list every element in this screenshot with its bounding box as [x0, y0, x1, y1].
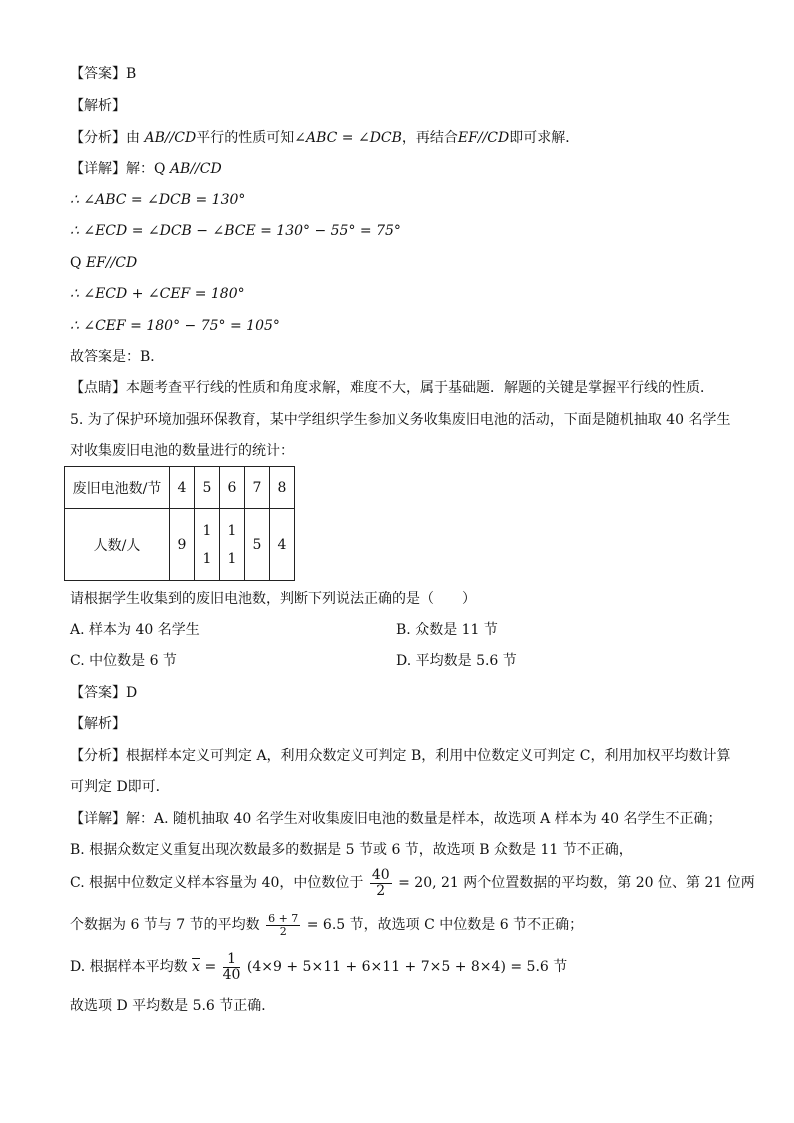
- option-a: A. 样本为 40 名学生: [70, 622, 200, 638]
- option-b: B. 众数是 11 节: [396, 622, 498, 638]
- comment-text: 本题考查平行线的性质和角度求解，难度不大，属于基础题．解题的关键是掌握平行线的性质．: [126, 380, 714, 396]
- table-row: [65, 509, 295, 581]
- detail-line: 故选项 D 平均数是 5.6 节正确．: [70, 998, 276, 1014]
- analysis-line: [70, 128, 579, 148]
- fraction: $\frac{40}{2}$: [371, 866, 390, 899]
- analysis-text: 由: [126, 130, 140, 146]
- table-cell: 5: [195, 467, 220, 509]
- math-step: ∴ ∠ECD = ∠DCB − ∠BCE = 130° − 55° = 75°: [70, 223, 401, 239]
- analysis-text: 即可求解．: [509, 130, 580, 146]
- detail-text: (4×9 + 5×11 + 6×11 + 7×5 + 8×4) = 5.6 节: [246, 959, 568, 975]
- detail-line: [70, 908, 583, 942]
- final-answer: 故答案是：B．: [70, 349, 165, 365]
- answer-value: D: [126, 685, 138, 701]
- table-cell: 1 1: [195, 509, 220, 581]
- table-cell: 1 1: [220, 509, 245, 581]
- math-step: ∴ ∠ECD + ∠CEF = 180°: [70, 286, 245, 302]
- table-cell: 8: [270, 467, 295, 509]
- math-parallel: EF//CD: [85, 255, 138, 271]
- analysis-title: 【解析】: [70, 98, 126, 114]
- detail-line: [70, 159, 222, 179]
- table-cell: 6: [220, 467, 245, 509]
- table-header-cell: 废旧电池数/节: [65, 467, 170, 509]
- table-cell: 4: [170, 467, 195, 509]
- answer-label: 【答案】: [70, 685, 126, 701]
- answer-line: [70, 683, 137, 703]
- table-cell: 9: [170, 509, 195, 581]
- fraction: $\frac{1}{40}$: [222, 950, 241, 983]
- answer-line: [70, 64, 136, 84]
- math-parallel: EF//CD: [457, 130, 510, 146]
- detail-line: [70, 866, 755, 900]
- table-header-cell: 人数/人: [65, 509, 170, 581]
- mean-symbol: $\overline{x}$: [192, 959, 200, 975]
- detail-text: = 6.5 节，故选项 C 中位数是 6 节不正确；: [306, 917, 584, 933]
- analysis-title: 【解析】: [70, 716, 126, 732]
- analysis-text: 平行的性质可知: [196, 130, 295, 146]
- analysis-line: [70, 746, 730, 766]
- detail-text: D. 根据样本平均数: [70, 959, 188, 975]
- table-cell: 7: [245, 467, 270, 509]
- analysis-label: 【分析】: [70, 130, 126, 146]
- answer-label: 【答案】: [70, 66, 126, 82]
- because-symbol: Q: [70, 255, 82, 271]
- fraction: $\frac{6 + 7}{2}$: [268, 911, 299, 938]
- statistics-table: [64, 466, 295, 581]
- option-d: D. 平均数是 5.6 节: [396, 653, 517, 669]
- detail-label: 【详解】: [70, 161, 126, 177]
- detail-line: D. 根据样本平均数 $\overline{x}$ = $\frac{1}{40}$ (4×9 + 5×11 + 6×11 + 7×5 + 8×4) = 5.6 节: [70, 950, 568, 983]
- math-parallel: AB//CD: [169, 161, 222, 177]
- detail-label: 【详解】: [70, 811, 126, 827]
- analysis-text: 根据样本定义可判定 A，利用众数定义可判定 B，利用中位数定义可判定 C，利用加权平均数计算: [126, 748, 731, 764]
- option-c: C. 中位数是 6 节: [70, 653, 177, 669]
- table-row: [65, 467, 295, 509]
- analysis-text: ，再结合: [401, 130, 458, 146]
- analysis-line: 可判定 D即可．: [70, 779, 170, 795]
- detail-text: C. 根据中位数定义样本容量为 40，中位数位于: [70, 875, 364, 891]
- detail-line: [70, 809, 721, 829]
- analysis-label: 【分析】: [70, 748, 126, 764]
- math-parallel: AB//CD: [144, 130, 197, 146]
- answer-value: B: [126, 66, 137, 82]
- detail-text: = 20, 21 两个位置数据的平均数，第 20 位、第 21 位两: [398, 875, 755, 891]
- question-stem: 对收集废旧电池的数量进行的统计：: [70, 443, 294, 459]
- comment-line: [70, 378, 714, 398]
- because-symbol: Q: [154, 161, 166, 177]
- math-step: ∴ ∠ABC = ∠DCB = 130°: [70, 192, 246, 208]
- detail-text: 解：A. 随机抽取 40 名学生对收集废旧电池的数量是样本，故选项 A 样本为 40 名学生不正确；: [126, 811, 722, 827]
- detail-line: B. 根据众数定义重复出现次数最多的数据是 5 节或 6 节，故选项 B 众数是 11 节不正确，: [70, 842, 633, 858]
- comment-label: 【点睛】: [70, 380, 126, 396]
- math-angle-eq: ∠ABC = ∠DCB: [294, 130, 402, 146]
- math-step: [70, 253, 137, 273]
- table-cell: 4: [270, 509, 295, 581]
- question-stem: 5. 为了保护环境加强环保教育，某中学组织学生参加义务收集废旧电池的活动，下面是随机抽取 40 名学生: [70, 412, 731, 428]
- math-step: ∴ ∠CEF = 180° − 75° = 105°: [70, 318, 280, 334]
- table-cell: 5: [245, 509, 270, 581]
- question-prompt: 请根据学生收集到的废旧电池数，判断下列说法正确的是（ ）: [70, 591, 476, 607]
- detail-text: 解：: [126, 161, 154, 177]
- detail-text: 个数据为 6 节与 7 节的平均数: [70, 917, 260, 933]
